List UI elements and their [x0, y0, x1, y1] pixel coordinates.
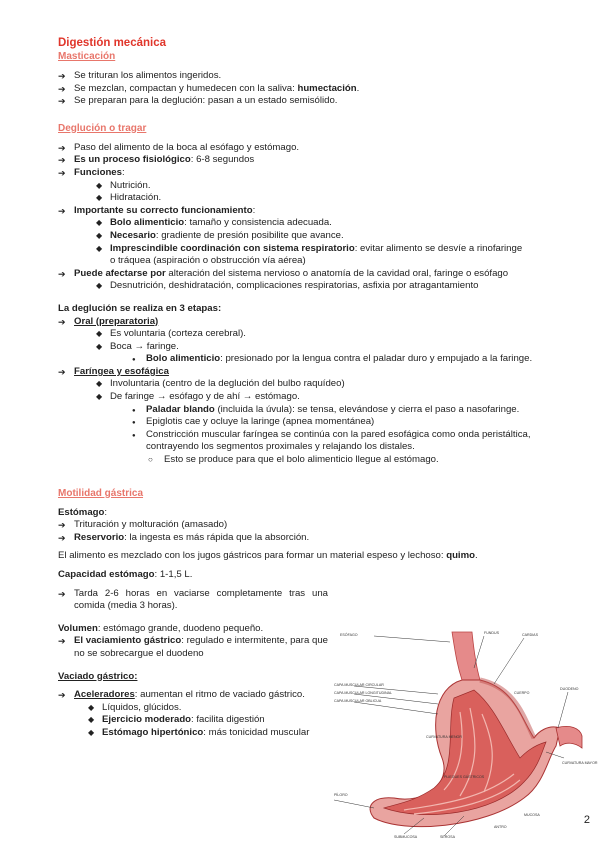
- list-item: ➔ Se preparan para la deglución: pasan a un estado semisólido.: [58, 95, 338, 107]
- list-item: ➔ Oral (preparatoria): [58, 315, 159, 327]
- list-item: ◆ Bolo alimenticio: tamaño y consistencia adecuada.: [96, 217, 332, 229]
- list-item: ◆ Hidratación.: [96, 192, 162, 204]
- figure-label: MUCOSA: [524, 813, 540, 817]
- figure-label: PLIEGUES GÁSTRICOS: [444, 775, 485, 779]
- stomach-anatomy-illustration: [334, 628, 598, 840]
- list-item-continuation: contrayendo los segmentos proximales y relajando los distales.: [146, 441, 415, 453]
- list-item: ◆ Estómago hipertónico: más tonicidad muscular: [88, 726, 310, 738]
- figure-label: CURVATURA MENOR: [426, 735, 462, 739]
- chyme-paragraph: El alimento es mezclado con los jugos gástricos para formar un material espeso y lechoso: quimo.: [58, 550, 478, 562]
- dot-bullet-icon: ●: [132, 432, 136, 439]
- stomach-icon: [334, 628, 598, 840]
- swallow-subtitle: Deglución o tragar: [58, 122, 147, 134]
- list-item: ➔ Importante su correcto funcionamiento:: [58, 204, 256, 216]
- figure-label: CAPA MUSCULAR CIRCULAR: [334, 683, 384, 687]
- list-item: ➔ Es un proceso fisiológico: 6-8 segundos: [58, 154, 255, 166]
- list-item: ● Bolo alimenticio: presionado por la lengua contra el paladar duro y empujado a la faringe.: [58, 353, 578, 366]
- diamond-bullet-icon: ◆: [96, 281, 103, 291]
- arrow-icon: ➔: [58, 636, 66, 647]
- arrow-icon: ➔: [58, 588, 66, 599]
- motility-subtitle: Motilidad gástrica: [58, 487, 144, 499]
- list-item: ● Epiglotis cae y ocluye la laringe (apnea momentánea): [58, 416, 578, 429]
- figure-label: CAPA MUSCULAR LONGITUDINAL: [334, 691, 393, 695]
- list-item: ➔ Aceleradores: aumentan el ritmo de vaciado gástrico.: [58, 689, 305, 701]
- arrow-icon: ➔: [58, 205, 66, 216]
- list-item: ➔ Se mezclan, compactan y humedecen con la saliva: humectación.: [58, 82, 360, 94]
- emptying-title: Vaciado gástrico:: [58, 670, 138, 682]
- figure-label: PÍLORO: [334, 793, 348, 797]
- arrow-icon: ➔: [58, 167, 66, 178]
- figure-label: CURVATURA MAYOR: [562, 761, 598, 765]
- list-item-continuation: o tráquea (aspiración o obstrucción vía aérea): [110, 255, 306, 267]
- figure-label: FUNDUS: [484, 631, 499, 635]
- list-item: ○ Esto se produce para que el bolo alimenticio llegue al estómago.: [148, 454, 439, 466]
- list-item: ◆ Ejercicio moderado: facilita digestión: [88, 714, 265, 726]
- arrow-icon: ➔: [58, 690, 66, 701]
- arrow-icon: ➔: [58, 520, 66, 531]
- list-item: ◆ Involuntaria (centro de la deglución del bulbo raquídeo): [96, 378, 345, 390]
- diamond-bullet-icon: ◆: [96, 243, 103, 253]
- arrow-icon: ➔: [58, 155, 66, 166]
- list-item: ◆ Necesario: gradiente de presión posibilite que avance.: [96, 229, 344, 241]
- list-item: ➔ Trituración y molturación (amasado): [58, 519, 228, 531]
- arrow-icon: ➔: [58, 83, 66, 94]
- arrow-icon: ➔: [58, 142, 66, 153]
- mastication-subtitle: Masticación: [58, 51, 116, 62]
- diamond-bullet-icon: ◆: [88, 727, 95, 737]
- list-item: ➔ Puede afectarse por alteración del sistema nervioso o anatomía de la cavidad oral, faringe o esófago: [58, 267, 509, 279]
- stomach-label: Estómago:: [58, 506, 108, 518]
- diamond-bullet-icon: ◆: [96, 193, 103, 203]
- list-item: ◆ Líquidos, glúcidos.: [88, 701, 182, 713]
- list-item: ◆ Imprescindible coordinación con sistema respiratorio: evitar alimento se desvíe a rinofaringe: [96, 242, 523, 254]
- arrow-icon: ➔: [58, 71, 66, 81]
- diamond-bullet-icon: ◆: [96, 392, 103, 402]
- figure-label: DUODENO: [560, 687, 579, 691]
- figure-label: SUBMUCOSA: [394, 835, 418, 839]
- capacity-line: Capacidad estómago: 1-1,5 L.: [58, 569, 193, 580]
- arrow-icon: ➔: [58, 268, 66, 279]
- list-item: ◆ De faringe → esófago y de ahí → estómago.: [96, 391, 300, 403]
- arrow-icon: ➔: [58, 316, 66, 327]
- diamond-bullet-icon: ◆: [88, 702, 95, 712]
- figure-label: CARDIAS: [522, 633, 538, 637]
- list-item: ➔ Funciones:: [58, 166, 125, 178]
- circle-bullet-icon: ○: [148, 455, 153, 465]
- figure-label: CAPA MUSCULAR OBLICUA: [334, 699, 382, 703]
- list-item: ◆ Es voluntaria (corteza cerebral).: [96, 328, 246, 340]
- arrow-icon: ➔: [58, 366, 66, 377]
- diamond-bullet-icon: ◆: [88, 715, 95, 725]
- page-number: 2: [583, 814, 590, 826]
- figure-label: ANTRO: [494, 825, 507, 829]
- diamond-bullet-icon: ◆: [96, 230, 103, 240]
- dot-bullet-icon: ●: [132, 357, 136, 364]
- list-item: ➔ Faríngea y esofágica: [58, 365, 169, 377]
- diamond-bullet-icon: ◆: [96, 180, 103, 190]
- list-item: ➔ Reservorio: la ingesta es más rápida que la absorción.: [58, 531, 310, 543]
- list-item: ◆ Boca → faringe.: [96, 340, 179, 352]
- list-item: ● Constricción muscular faríngea se continúa con la pared esofágica como onda peristáltica,: [58, 429, 578, 442]
- list-item: ◆ Nutrición.: [96, 179, 151, 191]
- dot-bullet-icon: ●: [132, 420, 136, 427]
- figure-label: ESÓFAGO: [340, 633, 358, 637]
- list-item: ➔ Tarda 2-6 horas en vaciarse completamente tras una comida (media 3 horas).: [58, 587, 328, 612]
- section-heading: Digestión mecánica: [58, 37, 167, 49]
- volume-line: Volumen: estómago grande, duodeno pequeño.: [58, 622, 264, 634]
- figure-label: CUERPO: [514, 691, 530, 695]
- list-item: ● Paladar blando (incluida la úvula): se tensa, elevándose y cierra el paso a nasofaringe.: [58, 404, 578, 417]
- arrow-icon: ➔: [58, 96, 66, 107]
- list-item: ➔ El vaciamiento gástrico: regulado e intermitente, para que no se sobrecargue el duodeno: [58, 635, 328, 659]
- arrow-icon: ➔: [58, 532, 66, 543]
- list-item: ➔ Paso del alimento de la boca al esófago y estómago.: [58, 141, 300, 153]
- diamond-bullet-icon: ◆: [96, 218, 103, 228]
- dot-bullet-icon: ●: [132, 407, 136, 414]
- diamond-bullet-icon: ◆: [96, 329, 103, 339]
- list-item: ◆ Desnutrición, deshidratación, complicaciones respiratorias, asfixia por atragantamiento: [96, 280, 479, 292]
- figure-label: SEROSA: [440, 835, 455, 839]
- list-item: ➔ Se trituran los alimentos ingeridos.: [58, 70, 222, 81]
- diamond-bullet-icon: ◆: [96, 341, 103, 351]
- diamond-bullet-icon: ◆: [96, 379, 103, 389]
- stages-intro: La deglución se realiza en 3 etapas:: [58, 302, 222, 314]
